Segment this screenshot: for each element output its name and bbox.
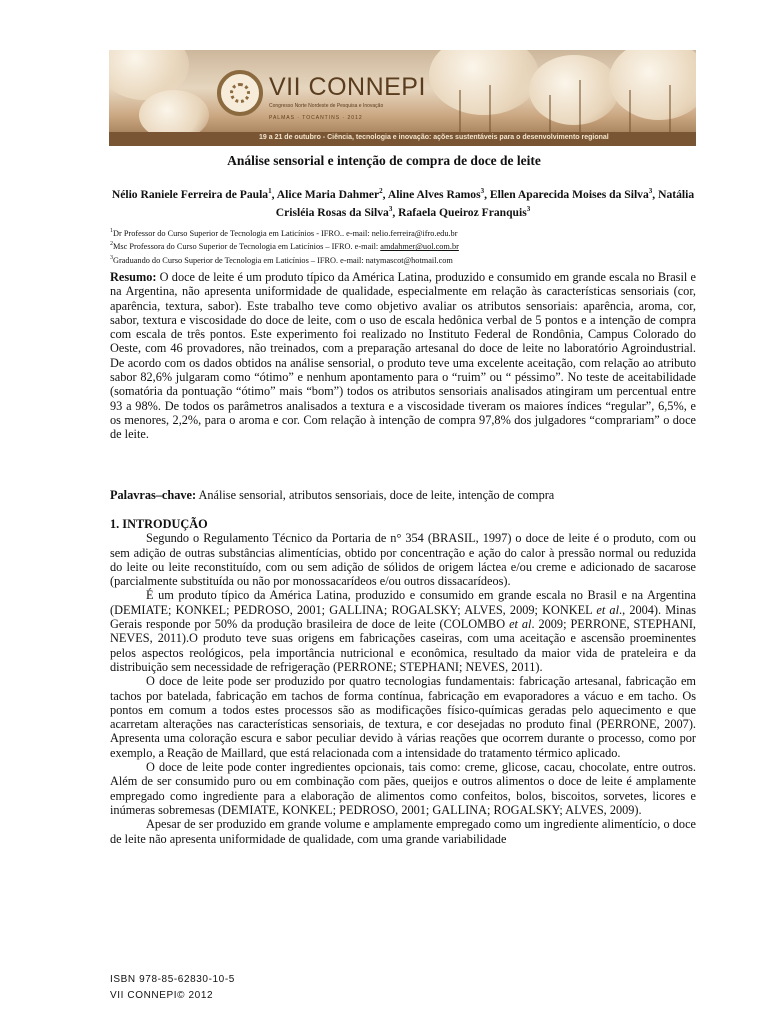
introduction-section [110, 517, 696, 846]
affiliations [110, 226, 710, 266]
conference-banner [109, 50, 696, 146]
paragraph: Segundo o Regulamento Técnico da Portaria de n° 354 (BRASIL, 1997) o doce de leite é o produto, com ou sem adição de outras substâncias alimentícias, obtido por concentração e ação do calor à pressão normal ou reduzida do leite ou leite reconstituído, com ou sem adição de sólidos de origem láctea e/ou creme e adicionado de sacarose (parcialmente substituída ou não por monossacarídeos e/ou outros dissacarídeos). [110, 531, 696, 589]
paragraph: O doce de leite pode ser produzido por quatro tecnologias fundamentais: fabricação artesanal, fabricação em tachos por batelada, fabricação em tachos de forma contínua, fabricação em evaporadores a vácuo e em tacho. Os pontos em comum a todos estes processos são as modificações físico-químicas geradas pelo aquecimento e que acarretam alterações nas características sensoriais, de textura, e cor desejadas no produto final (PERRONE, 2007). Apresenta uma coloração escura e sabor peculiar devido à várias reações que ocorrem durante o processo, como por exemplo, a Reação de Maillard, que está relacionada com a intensidade do tratamento térmico aplicado. [110, 674, 696, 760]
paper-title: Análise sensorial e intenção de compra de doce de leite [227, 153, 541, 168]
abstract-text: O doce de leite é um produto típico da América Latina, produzido e consumido em grande escala no Brasil e na Argentina, não apresenta uniformidade de qualidade, especialmente em relação às características sensoriais (cor, aparência, textura, sabor). Este trabalho teve como objetivo avaliar os atributos sensoriais: aparência, aroma, cor, sabor, textura e viscosidade do doce de leite, com o uso de escala hedônica verbal de 5 pontos e a intenção de compra com escala de três pontos. Este experimento foi realizado no Instituto Federal de Rondônia, Campus Colorado do Oeste, com 46 provadores, não treinados, com a preparação artesanal do doce de leite no laboratório Agroindustrial. De acordo com os dados obtidos na análise sensorial, o produto teve uma excelente aceitação, com relação ao atributo sabor 82,6% julgaram como “ótimo” e nenhum apontamento para o “ruim” ou “ péssimo”. No teste de aceitabilidade (somatória da pontuação “ótimo” mais “bom”) todos os atributos sensoriais analisados atingiram um percentual entre 93 a 98%. De todos os parâmetros analisados a textura e a viscosidade tiveram os maiores índices “regular”, 6,5%, e os menores, 2,2%, para o aroma e cor. Com relação à intenção de compra 97,8% dos julgadores “comprariam” o doce de leite. [110, 270, 696, 442]
logo-location: PALMAS · TOCANTINS · 2012 [269, 115, 363, 121]
keywords-label: Palavras–chave: [110, 488, 197, 502]
author-name: Nélio Raniele Ferreira de Paula [111, 187, 269, 201]
author-name: Rafaela Queiroz Franquis [398, 205, 527, 219]
paragraph: O doce de leite pode conter ingredientes opcionais, tais como: creme, glicose, cacau, chocolate, entre outros. Além de ser consumido puro ou em combinação com pães, queijos e outros alimentos o doce de leite é amplamente empregado como ingrediente para a elaboração de alimentos como confeitos, bolos, biscoitos, sorvetes, licores e inúmeras sobremesas (DEMIATE, KONKEL; PEDROSO, 2001; GALLINA; ROGALSKY; ALVES, 2009). [110, 760, 696, 817]
author-name: Natália Crisléia Rosas da Silva [275, 187, 695, 219]
affiliation-line: $^2$Msc Professora do Curso Superior de Tecnologia em Laticínios – IFRO. e-mail: amdahmer@uol.com.br [110, 241, 459, 252]
email-link[interactable]: amdahmer@uol.com.br [380, 242, 459, 252]
paragraph: Apesar de ser produzido em grande volume e amplamente empregado como um ingrediente alimentício, o doce de leite não apresenta uniformidade de qualidade, com uma grande variabilidade [110, 817, 696, 846]
abstract-label: Resumo: [110, 270, 157, 284]
abstract [110, 270, 696, 442]
section-heading: 1. INTRODUÇÃO [110, 517, 208, 531]
author-name: Ellen Aparecida Moises da Silva [489, 187, 649, 201]
affiliation-line: $^3$Graduando do Curso Superior de Tecnologia em Laticínios – IFRO. e-mail: natymascot@hotmail.com [110, 254, 453, 265]
keywords-text: Análise sensorial, atributos sensoriais, doce de leite, intenção de compra [196, 488, 555, 502]
page-footer [110, 972, 235, 1004]
copyright: VII CONNEPI© 2012 [110, 990, 214, 1001]
paragraph: É um produto típico da América Latina, produzido e consumido em grande escala no Brasil e na Argentina (DEMIATE; KONKEL; PEDROSO, 2001; GALLINA; ROGALSKY; ALVES, 2009; KONKEL et al., 2004). Minas Gerais responde por 50% da produção brasileira de doce de leite (COLOMBO et al. 2009; PERRONE, STEPHANI, NEVES, 2011).O produto teve suas origens em fabricações caseiras, com uma aceitação e ascensão proeminentes pelos aspectos reológicos, pela importância nutricional e econômica, resultado da maior vida de prateleira e da distribuição sem necessidade de refrigeração (PERRONE; STEPHANI; NEVES, 2011). [110, 588, 697, 674]
author-name: Aline Alves Ramos [387, 187, 481, 201]
author-list: Nélio Raniele Ferreira de Paula$^1$, Alice Maria Dahmer$^2$, Aline Alves Ramos$^3$, Ellen Aparecida Moises da Silva$^3$, Natália Crisléia Rosas da Silva$^3$, Rafaela Queiroz Franquis$^3$ [111, 187, 695, 219]
author-name: Alice Maria Dahmer [276, 187, 380, 201]
banner-strip-text: 19 a 21 de outubro - Ciência, tecnologia e inovação: ações sustentáveis para o desenvolvimento regional [259, 134, 609, 141]
logo-title: VII CONNEPI [269, 73, 426, 101]
banner-strip [109, 132, 696, 146]
isbn: ISBN 978-85-62830-10-5 [110, 974, 235, 985]
connepi-logo-icon [217, 70, 263, 116]
keywords [110, 488, 696, 502]
logo-subtitle: Congresso Norte Nordeste de Pesquisa e Inovação [269, 103, 384, 109]
affiliation-line: $^1$Dr Professor do Curso Superior de Tecnologia em Laticínios - IFRO.. e-mail: nelio.ferreira@ifro.edu.br [110, 228, 458, 238]
